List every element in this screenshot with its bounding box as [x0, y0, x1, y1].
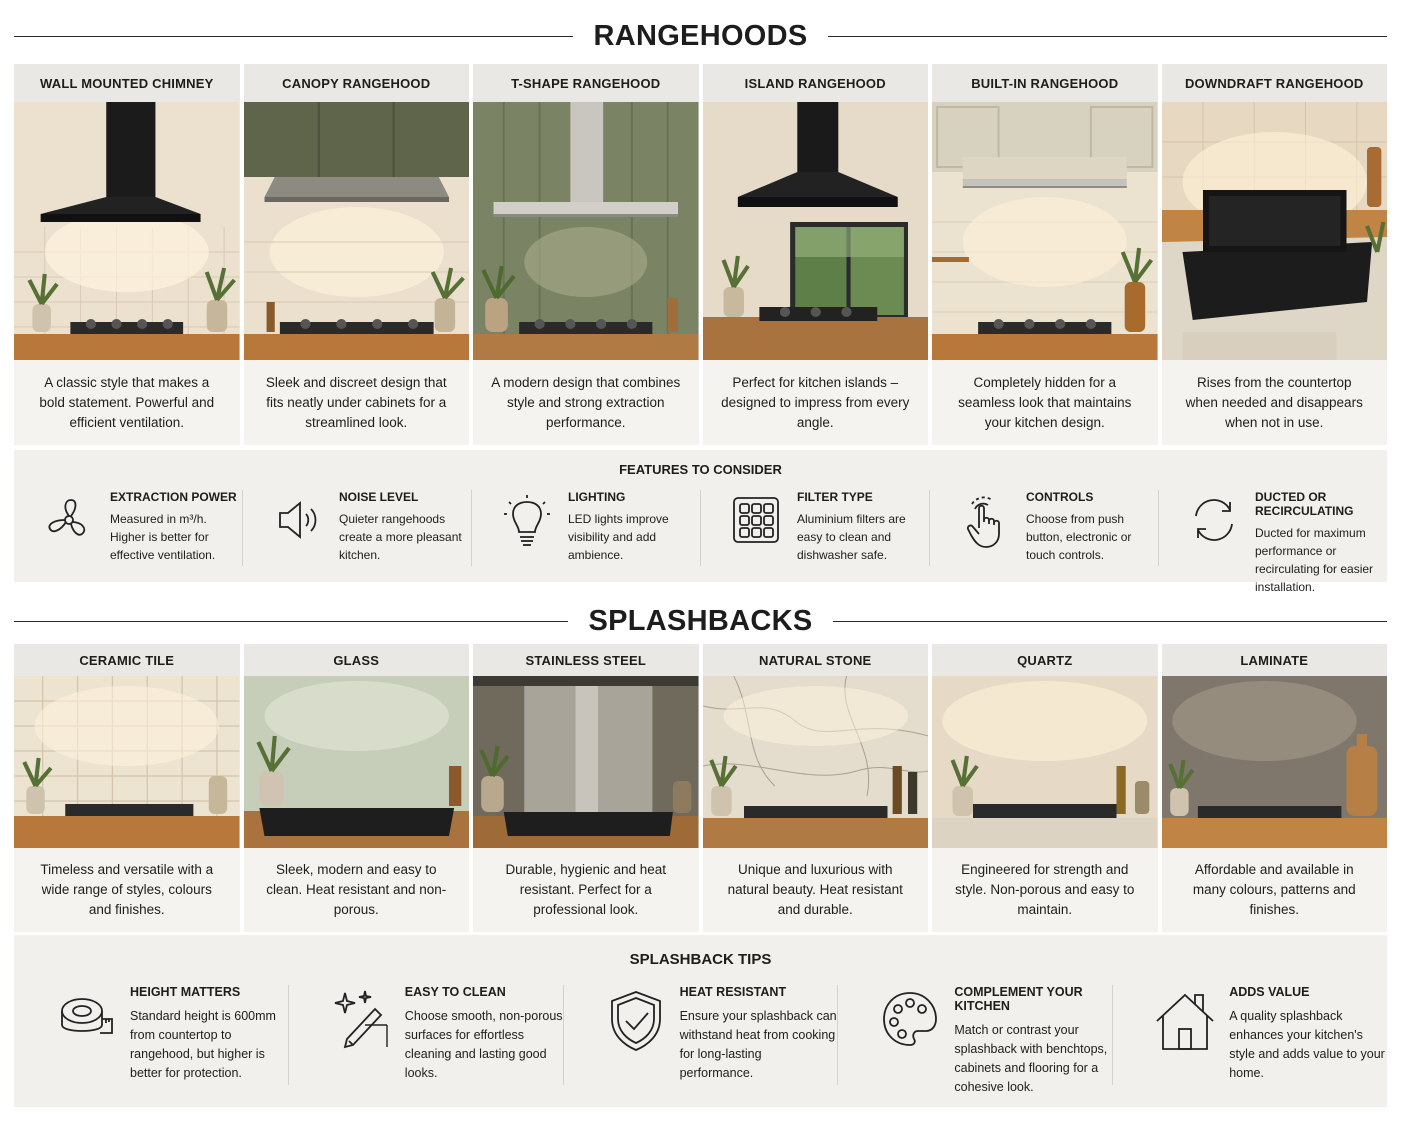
card-heading: QUARTZ: [932, 644, 1158, 676]
feature-body: LED lights improve visibility and add ambience.: [568, 512, 669, 562]
feature-title: LIGHTING: [568, 490, 626, 504]
rangehood-card-t-shape: [473, 64, 699, 445]
feature-body: Choose from push button, electronic or touch controls.: [1026, 512, 1132, 562]
card-heading: T-SHAPE RANGEHOOD: [473, 64, 699, 102]
stainless-steel-photo: [473, 676, 699, 848]
rangehood-card-built-in: [932, 64, 1158, 445]
feature-body: Aluminium filters are easy to clean and dishwasher safe.: [797, 512, 906, 562]
card-description: Timeless and versatile with a wide range of styles, colours and finishes.: [14, 848, 240, 932]
rangehood-card-downdraft: [1162, 64, 1388, 445]
card-heading: ISLAND RANGEHOOD: [703, 64, 929, 102]
wall-mounted-chimney-photo: [14, 102, 240, 360]
card-description: Completely hidden for a seamless look that maintains your kitchen design.: [932, 360, 1158, 445]
tip-title: COMPLEMENT YOUR KITCHEN: [954, 985, 1083, 1013]
palette-icon: [878, 985, 942, 1049]
recirculate-icon: [1185, 490, 1243, 546]
title-rule-left: [14, 36, 573, 37]
splashback-card-glass: [244, 644, 470, 932]
tips-row: [14, 985, 1387, 1094]
splashback-card-natural-stone: [703, 644, 929, 932]
splashback-tips-panel: [14, 935, 1387, 1107]
card-description: A classic style that makes a bold statement. Powerful and efficient ventilation.: [14, 360, 240, 445]
title-rule-left: [14, 621, 568, 622]
card-description: Affordable and available in many colours, patterns and finishes.: [1162, 848, 1388, 932]
t-shape-rangehood-photo: [473, 102, 699, 360]
title-rule-right: [828, 36, 1387, 37]
card-heading: LAMINATE: [1162, 644, 1388, 676]
glass-photo: [244, 676, 470, 848]
card-description: Sleek and discreet design that fits neatly under cabinets for a streamlined look.: [244, 360, 470, 445]
tip-heat-resistant: [564, 985, 839, 1085]
tip-title: ADDS VALUE: [1229, 985, 1310, 999]
feature-body: Measured in m³/h. Higher is better for effective ventilation.: [110, 512, 216, 562]
feature-title: CONTROLS: [1026, 490, 1094, 504]
rangehood-card-island: [703, 64, 929, 445]
quartz-photo: [932, 676, 1158, 848]
features-row: [14, 490, 1387, 594]
features-title: FEATURES TO CONSIDER: [619, 462, 782, 477]
splashback-card-ceramic-tile: [14, 644, 240, 932]
card-heading: DOWNDRAFT RANGEHOOD: [1162, 64, 1388, 102]
downdraft-rangehood-photo: [1162, 102, 1388, 360]
splashbacks-section-title: [14, 605, 1387, 637]
rangehood-card-wall-mounted-chimney: [14, 64, 240, 445]
rangehoods-section-title: [14, 20, 1387, 52]
card-heading: WALL MOUNTED CHIMNEY: [14, 64, 240, 102]
island-rangehood-photo: [703, 102, 929, 360]
splashback-card-laminate: [1162, 644, 1388, 932]
tip-adds-value: [1113, 985, 1387, 1085]
card-description: Engineered for strength and style. Non-porous and easy to maintain.: [932, 848, 1158, 932]
splashback-card-grid: [14, 644, 1387, 932]
rangehoods-heading: RANGEHOODS: [593, 19, 808, 52]
tip-body: Ensure your splashback can withstand heat from cooking for long-lasting performance.: [679, 1009, 837, 1080]
touch-hand-icon: [956, 490, 1014, 550]
feature-filter-type: [701, 490, 930, 566]
feature-noise-level: [243, 490, 472, 566]
card-heading: NATURAL STONE: [703, 644, 929, 676]
tip-title: HEAT RESISTANT: [679, 985, 787, 999]
card-heading: GLASS: [244, 644, 470, 676]
tip-easy-to-clean: [289, 985, 564, 1085]
feature-body: Ducted for maximum performance or recirculating for easier installation.: [1255, 526, 1374, 594]
card-heading: BUILT-IN RANGEHOOD: [932, 64, 1158, 102]
feature-controls: [930, 490, 1159, 566]
speaker-icon: [269, 490, 327, 546]
laminate-photo: [1162, 676, 1388, 848]
card-description: Durable, hygienic and heat resistant. Perfect for a professional look.: [473, 848, 699, 932]
tape-measure-icon: [54, 985, 118, 1049]
built-in-rangehood-photo: [932, 102, 1158, 360]
tip-body: Match or contrast your splashback with benchtops, cabinets and flooring for a cohesive look.: [954, 1023, 1108, 1094]
card-description: Perfect for kitchen islands – designed to impress from every angle.: [703, 360, 929, 445]
tip-complement-your-kitchen: [838, 985, 1113, 1094]
rangehood-card-canopy: [244, 64, 470, 445]
card-description: Sleek, modern and easy to clean. Heat resistant and non-porous.: [244, 848, 470, 932]
card-heading: STAINLESS STEEL: [473, 644, 699, 676]
tip-title: HEIGHT MATTERS: [130, 985, 241, 999]
feature-lighting: [472, 490, 701, 566]
card-description: Rises from the countertop when needed and disappears when not in use.: [1162, 360, 1388, 445]
feature-extraction-power: [14, 490, 243, 566]
feature-title: NOISE LEVEL: [339, 490, 419, 504]
title-rule-right: [833, 621, 1387, 622]
tip-body: Choose smooth, non-porous surfaces for effortless cleaning and lasting good looks.: [404, 1009, 563, 1080]
feature-body: Quieter rangehoods create a more pleasant kitchen.: [339, 512, 462, 562]
natural-stone-photo: [703, 676, 929, 848]
features-panel: [14, 450, 1387, 594]
splashbacks-heading: SPLASHBACKS: [588, 604, 813, 637]
card-description: A modern design that combines style and strong extraction performance.: [473, 360, 699, 445]
tips-title: SPLASHBACK TIPS: [629, 951, 772, 968]
splashback-card-stainless-steel: [473, 644, 699, 932]
ceramic-tile-photo: [14, 676, 240, 848]
feature-title: EXTRACTION POWER: [110, 490, 237, 504]
tip-body: A quality splashback enhances your kitchen's style and adds value to your home.: [1229, 1009, 1385, 1080]
card-description: Unique and luxurious with natural beauty. Heat resistant and durable.: [703, 848, 929, 932]
feature-title: DUCTED OR RECIRCULATING: [1255, 490, 1354, 518]
rangehood-card-grid: [14, 64, 1387, 445]
feature-title: FILTER TYPE: [797, 490, 873, 504]
splashback-card-quartz: [932, 644, 1158, 932]
shield-check-icon: [604, 985, 668, 1053]
card-heading: CERAMIC TILE: [14, 644, 240, 676]
card-heading: CANOPY RANGEHOOD: [244, 64, 470, 102]
tip-height-matters: [14, 985, 289, 1085]
sparkle-cleaning-icon: [329, 985, 393, 1053]
tip-title: EASY TO CLEAN: [404, 985, 506, 999]
fan-icon: [40, 490, 98, 546]
canopy-rangehood-photo: [244, 102, 470, 360]
house-icon: [1153, 985, 1217, 1053]
filter-grid-icon: [727, 490, 785, 546]
lightbulb-icon: [498, 490, 556, 550]
feature-ducted-or-recirculating: [1159, 490, 1387, 594]
tip-body: Standard height is 600mm from countertop to rangehood, but higher is better for protection.: [130, 1009, 276, 1080]
